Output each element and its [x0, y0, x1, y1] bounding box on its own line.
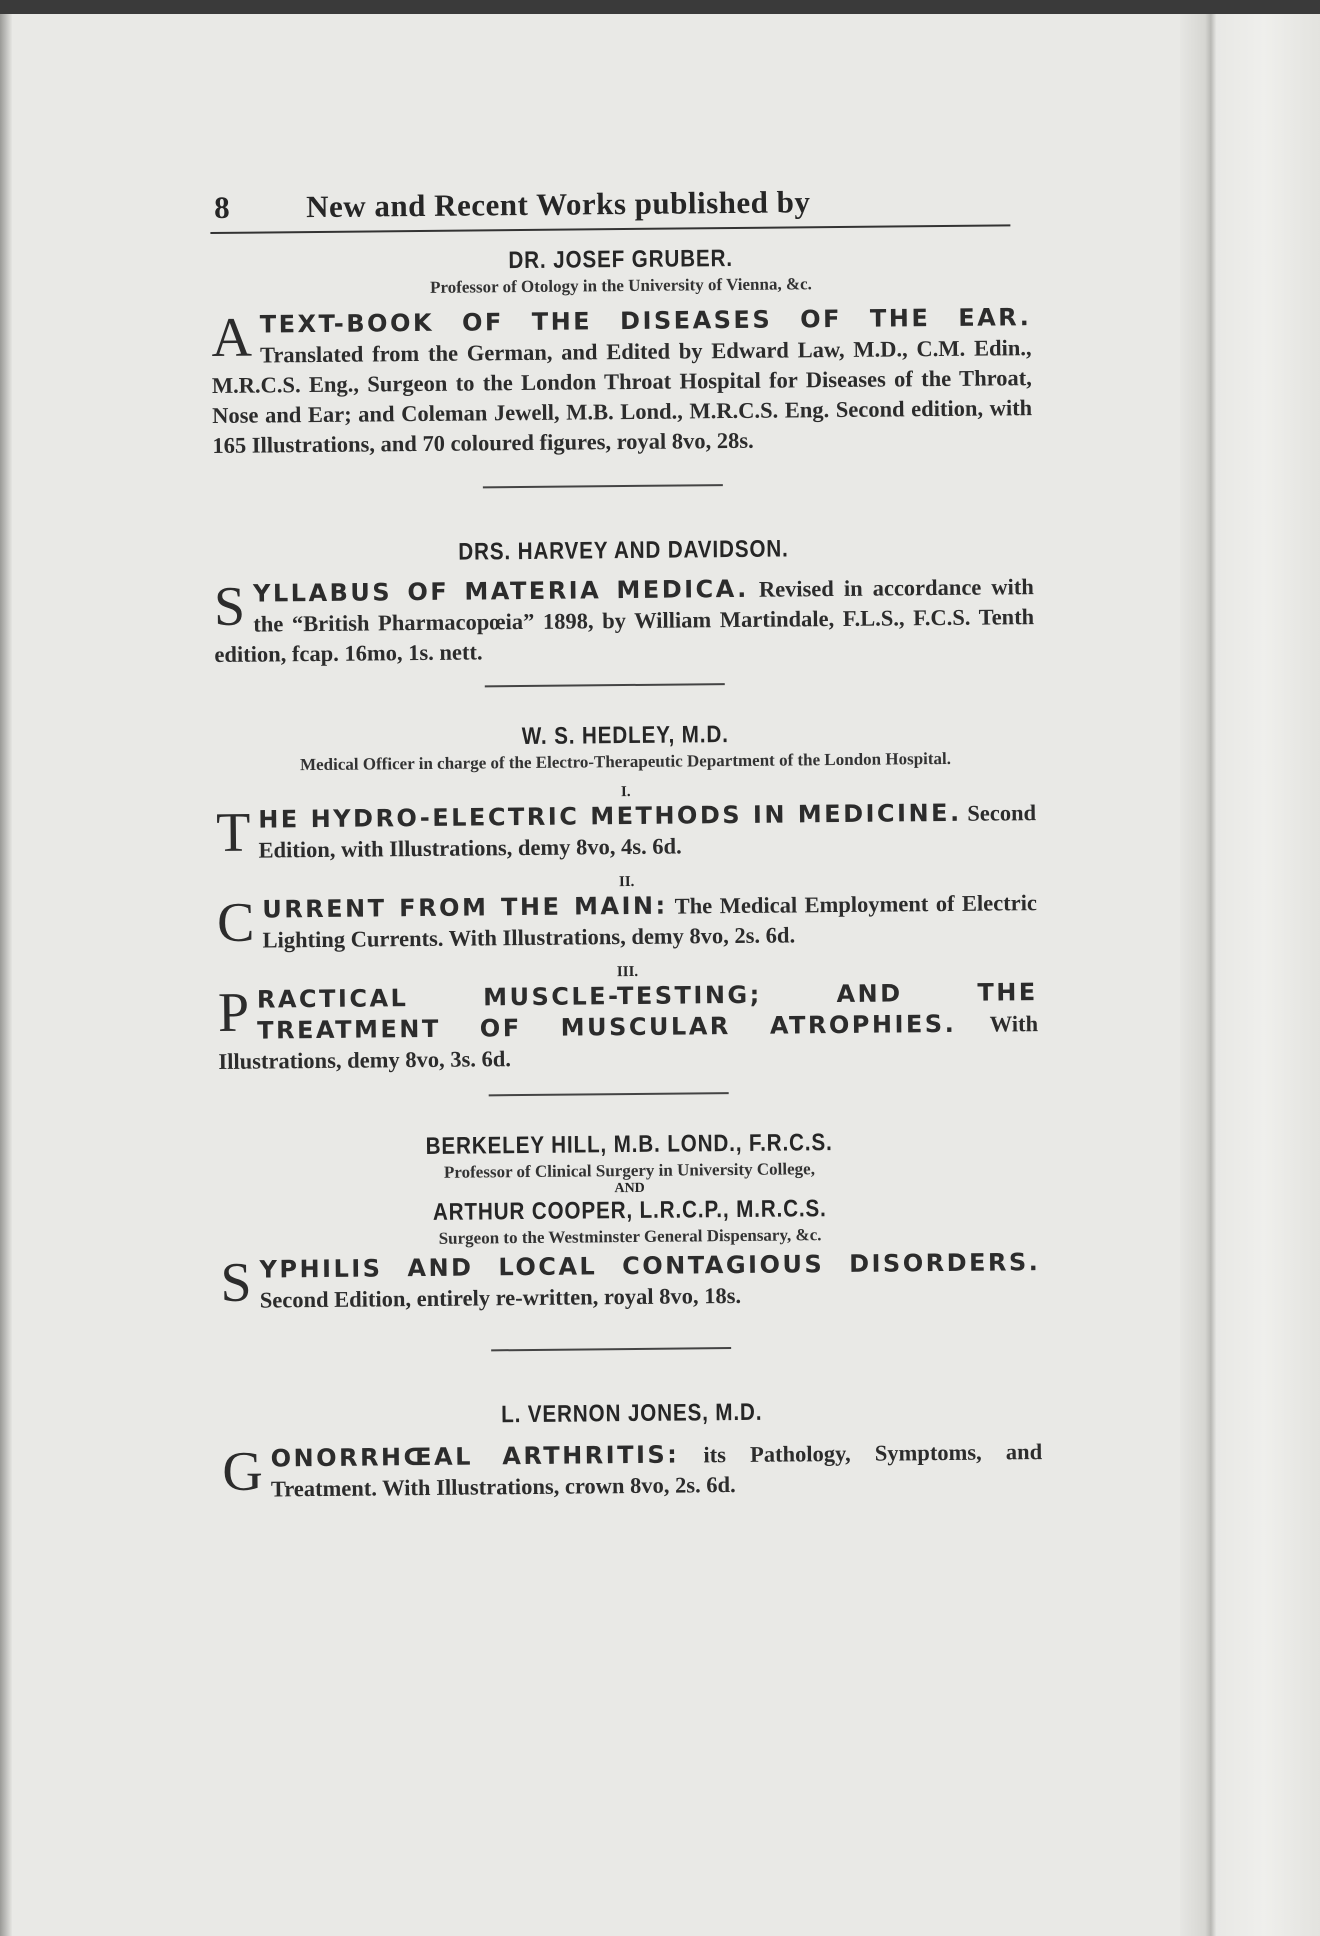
dropcap: A: [211, 306, 253, 369]
book-entry: [214, 571, 1035, 670]
book-title: HE HYDRO-ELECTRIC METHODS IN MEDICINE.: [258, 798, 962, 834]
volume-numeral: II.: [618, 873, 635, 891]
author-name-2: ARTHUR COOPER, L.R.C.P., M.R.C.S.: [432, 1195, 827, 1226]
book-title: RACTICAL MUSCLE-TESTING; AND THE TREATMENT OF MUSCULAR ATROPHIES.: [256, 978, 1038, 1045]
book-title: URRENT FROM THE MAIN:: [262, 891, 668, 924]
running-title: New and Recent Works published by: [305, 184, 811, 225]
volume-numeral: I.: [620, 783, 631, 801]
book-details: Revised in accordance with the “British Pharmacopœia” 1898, by William Martindale, F.L.S., F.C.S. Tenth edition, fcap. 16mo, 1s. nett.: [214, 574, 1035, 667]
dropcap: S: [213, 575, 246, 638]
book-title: YPHILIS AND LOCAL CONTAGIOUS DISORDERS.: [259, 1248, 1041, 1284]
book-details: With Illustrations, demy 8vo, 3s. 6d.: [218, 1011, 1039, 1074]
book-details: The Medical Employment of Electric Lighting Currents. With Illustrations, demy 8vo, 2s. 6d.: [262, 890, 1038, 953]
volume-numeral: III.: [616, 963, 639, 981]
author-description: Medical Officer in charge of the Electro-Therapeutic Department of the London Hospital.: [299, 748, 952, 775]
author-name: DR. JOSEF GRUBER.: [508, 244, 734, 275]
author-name: DRS. HARVEY AND DAVIDSON.: [458, 535, 789, 566]
entry-hill-cooper: [219, 1127, 1041, 1316]
dropcap: T: [215, 801, 251, 864]
entry-gruber: [211, 242, 1033, 461]
dropcap: C: [216, 891, 255, 954]
section-divider: [489, 1092, 729, 1096]
author-description-2: Surgeon to the Westminster General Dispensary, &c.: [438, 1225, 822, 1248]
dropcap: G: [222, 1440, 264, 1503]
page-content: [210, 182, 1043, 1505]
page-number: 8: [213, 189, 231, 225]
book-title: ONORRHŒAL ARTHRITIS:: [270, 1440, 680, 1473]
section-divider: [491, 1347, 731, 1351]
book-details: Translated from the German, and Edited by Edward Law, M.D., C.M. Edin., M.R.C.S. Eng., Surgeon to the London Throat Hospital for Diseases of the Throat, Nose and Ear; and Coleman Jewell, M.B. Lond., M.R.C.S. Eng. Second edition, with 165 Illustrations, and 70 coloured figures, royal 8vo, 28s.: [211, 335, 1033, 458]
book-entry: [218, 977, 1039, 1077]
page-fold-shadow: [1180, 14, 1320, 1936]
page-edge-shadow: [0, 14, 12, 1936]
author-description: Professor of Otology in the University of Vienna, &c.: [429, 274, 812, 297]
entry-vernon-jones: [222, 1396, 1043, 1505]
book-entry: [222, 1436, 1043, 1505]
book-entry: [217, 887, 1038, 956]
dropcap: S: [220, 1251, 252, 1314]
author-name: W. S. HEDLEY, M.D.: [521, 721, 729, 751]
book-details: Second Edition, entirely re-written, royal 8vo, 18s.: [259, 1282, 742, 1313]
entry-harvey-davidson: [213, 533, 1034, 670]
book-title: YLLABUS OF MATERIA MEDICA.: [252, 574, 749, 608]
dropcap: P: [217, 981, 250, 1044]
running-header: [210, 182, 1010, 234]
entry-hedley: [215, 718, 1038, 1077]
book-details: Second Edition, with Illustrations, demy 8vo, 4s. 6d.: [258, 800, 1037, 863]
section-divider: [483, 484, 723, 488]
book-entry: [211, 302, 1032, 461]
book-details: its Pathology, Symptoms, and Treatment. With Illustrations, crown 8vo, 2s. 6d.: [270, 1439, 1043, 1502]
book-title: TEXT-BOOK OF THE DISEASES OF THE EAR.: [259, 303, 1032, 339]
book-entry: [220, 1247, 1041, 1316]
section-divider: [485, 683, 725, 687]
author-description: Professor of Clinical Surgery in University College,: [443, 1159, 815, 1182]
author-name: BERKELEY HILL, M.B. LOND., F.R.C.S.: [425, 1129, 833, 1160]
book-entry: [216, 797, 1037, 866]
author-name: L. VERNON JONES, M.D.: [501, 1398, 763, 1429]
conjunction: AND: [614, 1180, 645, 1197]
